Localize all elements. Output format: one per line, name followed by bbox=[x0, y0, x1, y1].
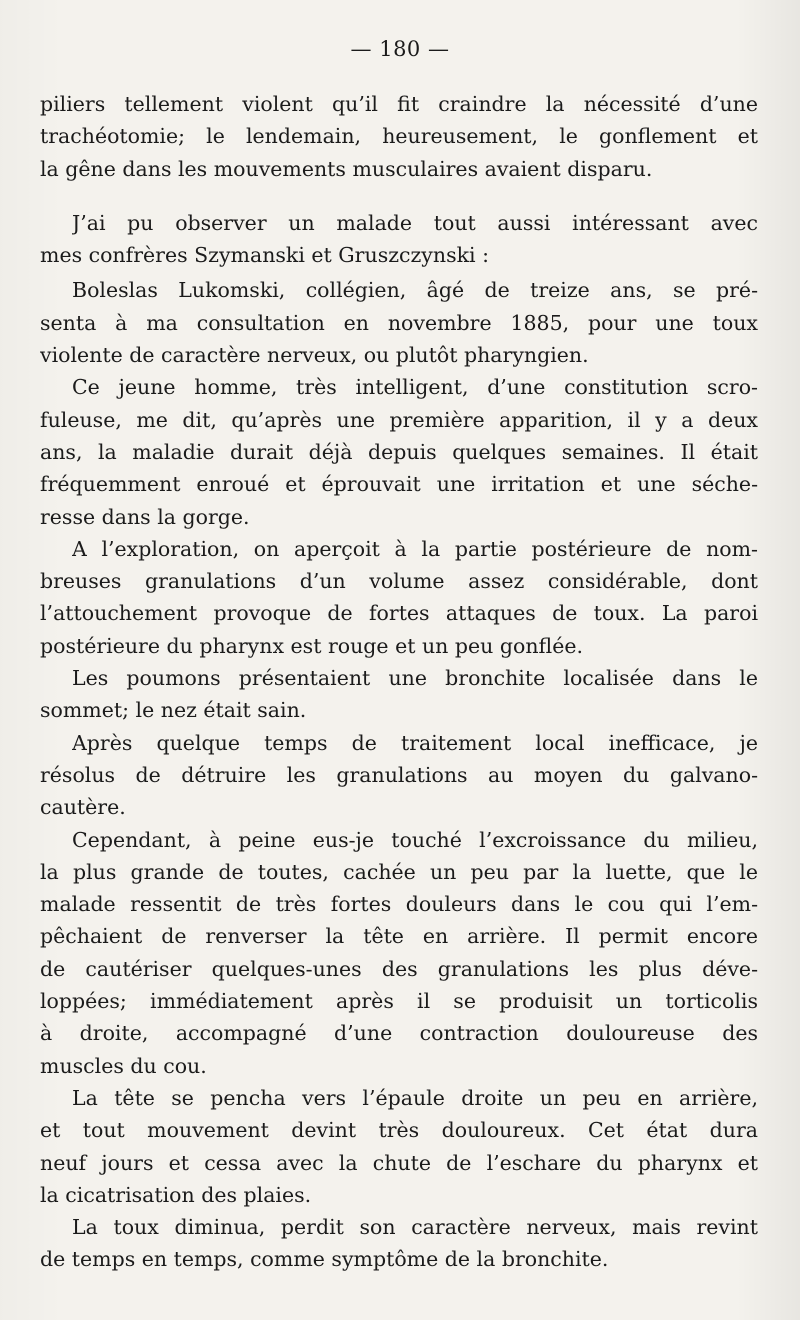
page-number: — 180 — bbox=[350, 37, 450, 61]
paragraph bbox=[40, 727, 758, 759]
text-line: A l’exploration, on aperçoit à la partie postérieure de nom- bbox=[72, 536, 758, 561]
paragraph bbox=[40, 1114, 758, 1211]
text-line: pêchaient de renverser la tête en arrière. Il permit encore bbox=[40, 924, 758, 949]
text-line: muscles du cou. bbox=[40, 1053, 207, 1078]
text-line: cautère. bbox=[40, 795, 126, 820]
paragraph bbox=[40, 1211, 758, 1243]
text-line: l’attouchement provoque de fortes attaques de toux. La paroi bbox=[40, 601, 758, 626]
text-line: neuf jours et cessa avec la chute de l’eschare du pharynx et bbox=[40, 1150, 758, 1175]
text-line: trachéotomie; le lendemain, heureusement, le gonflement et bbox=[40, 124, 758, 149]
text-line: postérieure du pharynx est rouge et un peu gonflée. bbox=[40, 633, 583, 658]
text-line: loppées; immédiatement après il se produisit un torticolis bbox=[40, 989, 758, 1014]
text-line: J’ai pu observer un malade tout aussi intéressant avec bbox=[72, 210, 758, 235]
text-line: la cicatrisation des plaies. bbox=[40, 1182, 312, 1207]
paragraph bbox=[40, 207, 758, 239]
paragraph bbox=[40, 1082, 758, 1114]
text-line: fuleuse, me dit, qu’après une première apparition, il y a deux bbox=[40, 407, 758, 432]
text-line: resse dans la gorge. bbox=[40, 504, 250, 529]
paragraph bbox=[40, 759, 758, 824]
paragraph bbox=[40, 88, 758, 185]
paragraph bbox=[40, 1243, 758, 1275]
text-line: la gêne dans les mouvements musculaires avaient disparu. bbox=[40, 156, 653, 181]
text-line: Boleslas Lukomski, collégien, âgé de treize ans, se pré- bbox=[72, 278, 758, 303]
paragraph bbox=[40, 565, 758, 662]
paragraph bbox=[40, 371, 758, 403]
text-line: de cautériser quelques-unes des granulations les plus déve- bbox=[40, 956, 758, 981]
paragraph bbox=[40, 824, 758, 856]
text-line: mes confrères Szymanski et Gruszczynski : bbox=[40, 243, 489, 268]
paragraph bbox=[40, 274, 758, 306]
text-line: sommet; le nez était sain. bbox=[40, 698, 307, 723]
text-line: La toux diminua, perdit son caractère nerveux, mais revint bbox=[72, 1215, 758, 1240]
text-line: malade ressentit de très fortes douleurs dans le cou qui l’em- bbox=[40, 892, 758, 917]
paragraph bbox=[40, 239, 758, 271]
text-line: piliers tellement violent qu’il fit craindre la nécessité d’une bbox=[40, 92, 758, 116]
text-line: violente de caractère nerveux, ou plutôt pharyngien. bbox=[40, 343, 589, 368]
text-line: breuses granulations d’un volume assez considérable, dont bbox=[40, 569, 758, 594]
text-line: fréquemment enroué et éprouvait une irritation et une séche- bbox=[40, 472, 758, 497]
text-line: résolus de détruire les granulations au moyen du galvano- bbox=[40, 762, 758, 787]
text-line: Cependant, à peine eus-je touché l’excroissance du milieu, bbox=[72, 827, 758, 852]
paragraph bbox=[40, 307, 758, 372]
paragraph bbox=[40, 662, 758, 694]
text-line: Ce jeune homme, très intelligent, d’une constitution scro- bbox=[72, 375, 758, 400]
paragraph bbox=[40, 533, 758, 565]
text-line: senta à ma consultation en novembre 1885, pour une toux bbox=[40, 310, 758, 335]
text-line: de temps en temps, comme symptôme de la bronchite. bbox=[40, 1247, 609, 1272]
text-line: Après quelque temps de traitement local inefficace, je bbox=[72, 730, 758, 755]
text-line: Les poumons présentaient une bronchite localisée dans le bbox=[72, 666, 758, 691]
text-line: La tête se pencha vers l’épaule droite un peu en arrière, bbox=[72, 1085, 758, 1110]
page-body bbox=[40, 88, 758, 1276]
paragraph bbox=[40, 694, 758, 726]
paragraph bbox=[40, 404, 758, 533]
paragraph bbox=[40, 856, 758, 1082]
text-line: à droite, accompagné d’une contraction douloureuse des bbox=[40, 1021, 758, 1046]
text-line: la plus grande de toutes, cachée un peu par la luette, que le bbox=[40, 859, 758, 884]
text-line: ans, la maladie durait déjà depuis quelques semaines. Il était bbox=[40, 439, 758, 464]
text-line: et tout mouvement devint très douloureux. Cet état dura bbox=[40, 1118, 758, 1143]
